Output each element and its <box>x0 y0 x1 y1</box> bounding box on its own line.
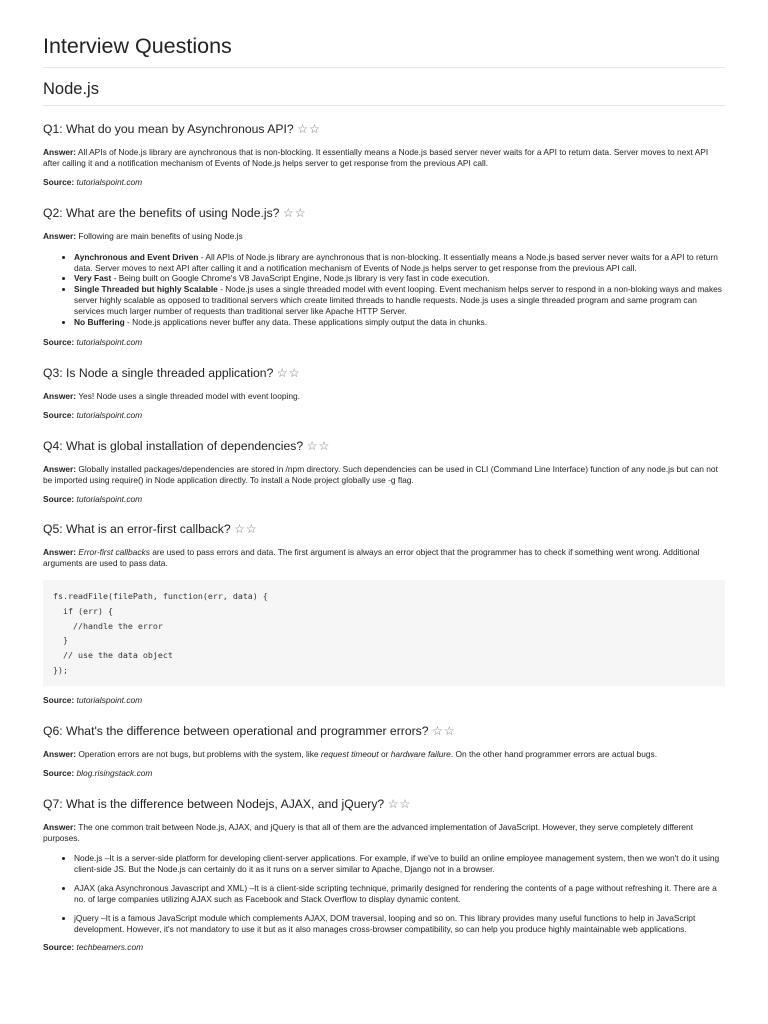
section-title: Node.js <box>43 68 725 106</box>
source-text: tutorialspoint.com <box>76 176 143 187</box>
source-text: blog.risingstack.com <box>76 768 153 779</box>
question-heading <box>43 206 725 220</box>
source-line <box>43 337 725 348</box>
source-text: tutorialspoint.com <box>76 409 143 420</box>
answer-paragraph <box>43 749 725 760</box>
benefit-term: No Buffering <box>74 317 125 328</box>
source-line <box>43 942 725 953</box>
comparison-list <box>43 853 725 934</box>
question-title: Q6: What's the difference between operational and programmer errors? <box>43 724 429 739</box>
question-heading <box>43 522 725 536</box>
answer-label: Answer: <box>43 390 77 401</box>
page-title: Interview Questions <box>43 30 725 68</box>
answer-label: Answer: <box>43 230 77 241</box>
benefit-term: Very Fast <box>74 273 112 284</box>
answer-text: All APIs of Node.js library are aynchronous that is non-blocking. It essentially means a Node.js based server never waits for a API to return data. Server moves to next API after calling it and a notification mechanism of Events of Node.js helps server to get response from the previous API call. <box>43 147 709 168</box>
answer-paragraph <box>43 147 725 169</box>
answer-emphasis: request timeout <box>320 749 379 760</box>
rating-stars-icon: ☆☆ <box>282 205 307 220</box>
answer-label: Answer: <box>43 749 77 760</box>
source-label: Source: <box>43 409 75 420</box>
benefit-term: Aynchronous and Event Driven <box>74 251 199 262</box>
answer-paragraph <box>43 391 725 402</box>
source-label: Source: <box>43 176 75 187</box>
source-line <box>43 695 725 706</box>
list-item <box>74 284 725 317</box>
question-title: Q1: What do you mean by Asynchronous API? <box>43 122 294 136</box>
source-label: Source: <box>43 695 75 706</box>
answer-paragraph <box>43 464 725 486</box>
list-item: • Node.js –It is a server-side platform for developing client-server applications. For example, if we've to build an online employee management system, then we won't do it using client-side JS. But the Node.js can certainly do it as it runs on a server similar to Apache, Django not in a browser. <box>74 853 725 875</box>
code-block: fs.readFile(filePath, function(err, data) { if (err) { //handle the error } // use the data object }); <box>43 580 725 686</box>
answer-text: The one common trait between Node.js, AJAX, and jQuery is that all of them are the advanced implementation of JavaScript. However, they serve completely different purposes. <box>43 822 694 844</box>
question-heading <box>43 797 725 811</box>
list-item <box>74 273 725 284</box>
answer-emphasis: Error-first callbacks <box>78 547 150 558</box>
question-title: Q3: Is Node a single threaded application? <box>43 365 274 380</box>
list-item: • jQuery –It is a famous JavaScript module which complements AJAX, DOM traversal, looping and so on. This library provides many useful functions to help in JavaScript development. However, it's not mandatory to use it but as it also manages cross-browser compatibility, so can help you produce highly maintainable web applications. <box>74 913 725 935</box>
answer-label: Answer: <box>43 547 77 558</box>
answer-label: Answer: <box>43 147 77 157</box>
rating-stars-icon: ☆☆ <box>276 365 301 380</box>
source-line <box>43 494 725 505</box>
answer-text: . On the other hand programmer errors are actual bugs. <box>450 749 658 760</box>
rating-stars-icon: ☆☆ <box>306 438 331 453</box>
list-item <box>74 252 725 274</box>
rating-stars-icon: ☆☆ <box>234 522 258 537</box>
question-title: Q4: What is global installation of dependencies? <box>43 438 304 453</box>
question-title: Q2: What are the benefits of using Node.js? <box>43 205 280 220</box>
rating-stars-icon: ☆☆ <box>431 724 456 739</box>
source-label: Source: <box>43 493 75 504</box>
source-label: Source: <box>43 768 75 779</box>
source-text: tutorialspoint.com <box>76 695 143 706</box>
list-item <box>74 317 725 328</box>
source-line <box>43 410 725 421</box>
answer-paragraph <box>43 231 725 242</box>
rating-stars-icon: ☆☆ <box>387 797 412 812</box>
answer-text: Globally installed packages/dependencies are stored in /npm directory. Such dependencies can be used in CLI (Command Line Interface) function of any node.js but can not be imported using require() in Node application directly. To install a Node project globally use -g flag. <box>43 463 718 485</box>
answer-text: Yes! Node uses a single threaded model with event looping. <box>78 390 301 401</box>
question-heading <box>43 724 725 738</box>
benefit-text: - Being built on Google Chrome's V8 JavaScript Engine, Node.js library is very fast in code execution. <box>111 273 490 284</box>
answer-emphasis: hardware failure <box>390 749 451 760</box>
benefit-term: Single Threaded but highly Scalable <box>74 284 218 295</box>
answer-label: Answer: <box>43 822 77 833</box>
answer-paragraph <box>43 547 725 569</box>
source-text: tutorialspoint.com <box>76 493 143 504</box>
answer-label: Answer: <box>43 463 77 474</box>
question-title: Q7: What is the difference between Nodejs, AJAX, and jQuery? <box>43 797 385 812</box>
question-heading <box>43 439 725 453</box>
source-text: techbeamers.com <box>76 942 144 953</box>
source-line <box>43 768 725 779</box>
source-text: tutorialspoint.com <box>76 336 143 347</box>
rating-stars-icon: ☆☆ <box>297 122 321 136</box>
benefit-text: - Node.js uses a single threaded model with event looping. Event mechanism helps server to respond in a non-bloking ways and makes server highly scalable as opposed to traditional servers which create limited threads to handle requests. Node.js uses a single threaded program and same program can services much larger number of requests than traditional server like Apache HTTP Server. <box>74 284 722 317</box>
question-title: Q5: What is an error-first callback? <box>43 522 231 537</box>
answer-text: Operation errors are not bugs, but problems with the system, like <box>78 749 321 760</box>
answer-text: or <box>378 749 391 760</box>
question-heading <box>43 122 725 136</box>
source-label: Source: <box>43 336 75 347</box>
benefits-list <box>43 252 725 328</box>
answer-text: Following are main benefits of using Node.js <box>78 230 243 241</box>
source-label: Source: <box>43 942 75 953</box>
benefit-text: - Node.js applications never buffer any data. These applications simply output the data in chunks. <box>124 317 488 328</box>
answer-text: are used to pass errors and data. The first argument is always an error object that the programmer has to check if something went wrong. Additional arguments are used to pass data. <box>43 547 700 569</box>
question-heading <box>43 366 725 380</box>
source-line <box>43 177 725 188</box>
benefit-text: - All APIs of Node.js library are aynchronous that is non-blocking. It essentially means a Node.js based server never waits for a API to return data. Server moves to next API after calling it and a notification mechanism of Events of Node.js helps server to get response from the previous API call. <box>74 251 718 273</box>
answer-paragraph <box>43 822 725 844</box>
list-item: • AJAX (aka Asynchronous Javascript and XML) –It is a client-side scripting technique, primarily designed for rendering the contents of a page without refreshing it. There are a no. of large companies utilizing AJAX such as Facebook and Stack Overflow to display dynamic content. <box>74 883 725 905</box>
